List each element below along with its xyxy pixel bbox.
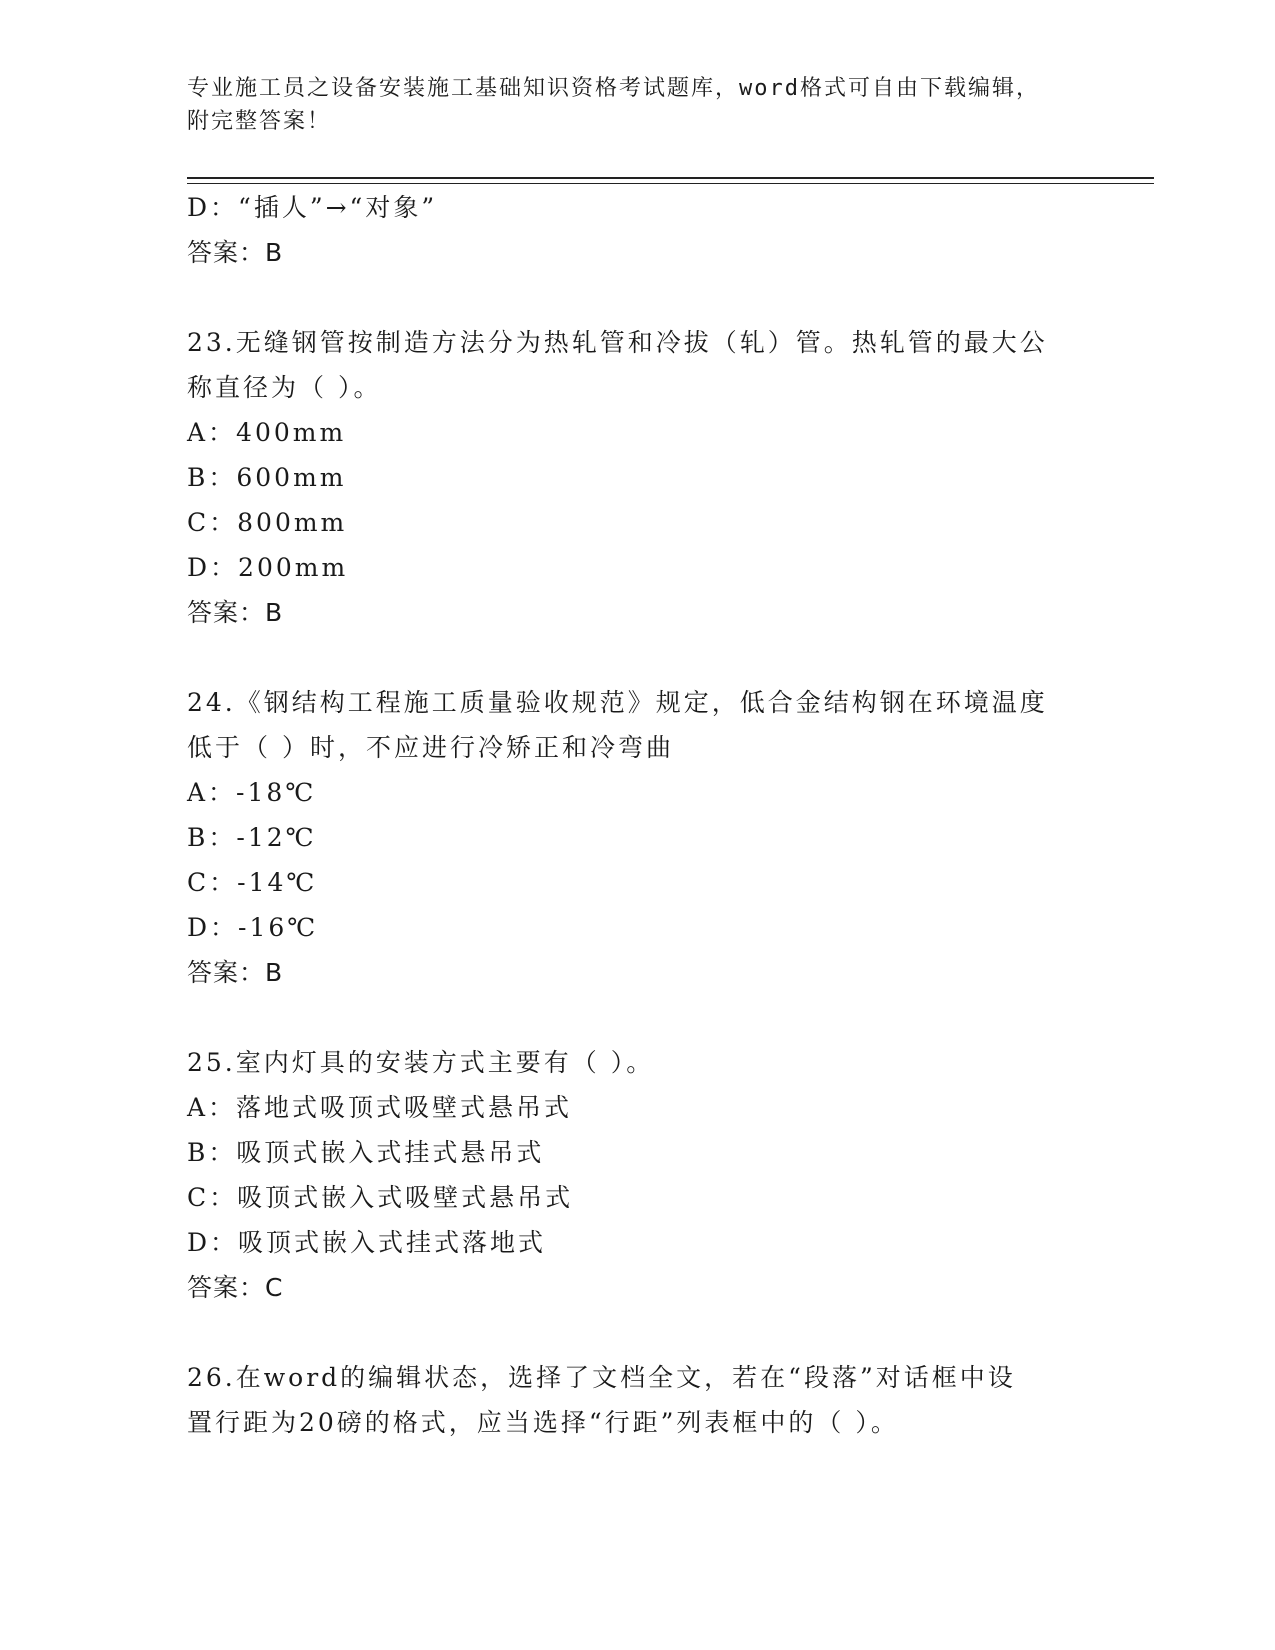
prev-option-d: D：“插人”→“对象” bbox=[187, 193, 438, 222]
q25-option-d: D：吸顶式嵌入式挂式落地式 bbox=[187, 1228, 547, 1257]
q23-stem-line-1: 23.无缝钢管按制造方法分为热轧管和冷拔（轧）管。热轧管的最大公 bbox=[187, 328, 1048, 357]
header-rule-thin bbox=[187, 183, 1154, 184]
q26-stem-line-1: 26.在word的编辑状态，选择了文档全文，若在“段落”对话框中设 bbox=[187, 1363, 1016, 1392]
q25-option-b: B：吸顶式嵌入式挂式悬吊式 bbox=[187, 1138, 545, 1167]
header-line-2: 附完整答案！ bbox=[187, 109, 332, 134]
q26-stem-line-2: 置行距为20磅的格式，应当选择“行距”列表框中的（ ）。 bbox=[187, 1408, 899, 1437]
q23-stem-line-2: 称直径为（ ）。 bbox=[187, 373, 382, 402]
q24-option-c: C：-14℃ bbox=[187, 868, 318, 897]
header-line-1: 专业施工员之设备安装施工基础知识资格考试题库，word格式可自由下载编辑， bbox=[187, 76, 1040, 101]
q24-stem-line-2: 低于（ ）时，不应进行冷矫正和冷弯曲 bbox=[187, 733, 674, 762]
q23-answer: 答案：B bbox=[187, 598, 284, 627]
q25-answer: 答案：C bbox=[187, 1273, 284, 1302]
q24-option-b: B：-12℃ bbox=[187, 823, 317, 852]
q24-option-d: D：-16℃ bbox=[187, 913, 319, 942]
q23-option-d: D：200mm bbox=[187, 553, 349, 582]
prev-answer: 答案：B bbox=[187, 238, 284, 267]
q23-option-c: C：800mm bbox=[187, 508, 348, 537]
q24-stem-line-1: 24.《钢结构工程施工质量验收规范》规定，低合金结构钢在环境温度 bbox=[187, 688, 1048, 717]
q25-option-c: C：吸顶式嵌入式吸壁式悬吊式 bbox=[187, 1183, 574, 1212]
q25-option-a: A：落地式吸顶式吸壁式悬吊式 bbox=[187, 1093, 573, 1122]
q23-option-a: A：400mm bbox=[187, 418, 347, 447]
document-header bbox=[187, 72, 1067, 138]
q24-option-a: A：-18℃ bbox=[187, 778, 317, 807]
q24-answer: 答案：B bbox=[187, 958, 284, 987]
header-rule-thick bbox=[187, 177, 1154, 179]
q23-option-b: B：600mm bbox=[187, 463, 347, 492]
q25-stem-line-1: 25.室内灯具的安装方式主要有（ ）。 bbox=[187, 1048, 655, 1077]
